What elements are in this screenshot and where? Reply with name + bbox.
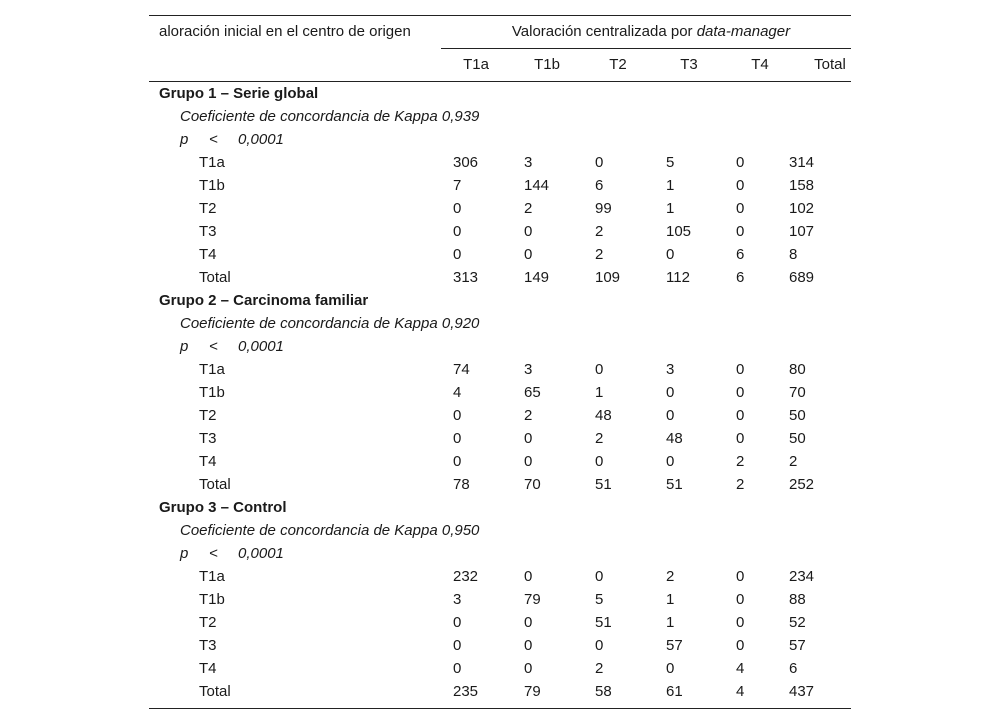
row-label: T1b: [199, 591, 225, 608]
table-cell: 0: [524, 223, 533, 240]
table-cell: 80: [789, 361, 806, 378]
table-cell: 51: [595, 476, 612, 493]
row-label: Total: [199, 269, 231, 286]
table-cell: 0: [524, 430, 533, 447]
table-cell: 7: [453, 177, 462, 194]
table-cell: 689: [789, 269, 815, 286]
table-cell: 52: [789, 614, 806, 631]
column-header-t1a: T1a: [463, 56, 489, 73]
table-cell: 74: [453, 361, 470, 378]
table-cell: 112: [666, 269, 690, 286]
group-title: Grupo 3 – Control: [159, 499, 287, 516]
header-left-label: aloración inicial en el centro de origen: [159, 23, 411, 40]
table-cell: 1: [666, 200, 675, 217]
table-cell: 232: [453, 568, 479, 585]
table-cell: 109: [595, 269, 621, 286]
row-label: T4: [199, 660, 217, 677]
row-label: T4: [199, 246, 217, 263]
p-value: [180, 335, 284, 358]
table-cell: 6: [595, 177, 604, 194]
table-cell: 149: [524, 269, 550, 286]
table-cell: 2: [789, 453, 798, 470]
table-cell: 50: [789, 407, 806, 424]
row-label: T3: [199, 430, 217, 447]
table-cell: 0: [453, 223, 462, 240]
table-cell: 0: [736, 384, 745, 401]
table-cell: 1: [666, 177, 675, 194]
p-number: 0,0001: [238, 338, 284, 355]
table-cell: 0: [736, 223, 745, 240]
table-cell: 1: [666, 591, 675, 608]
row-label: T1a: [199, 568, 225, 585]
table-cell: 235: [453, 683, 479, 700]
p-number: 0,0001: [238, 545, 284, 562]
table-cell: 2: [595, 430, 604, 447]
column-header-t2: T2: [609, 56, 627, 73]
kappa-coefficient: Coeficiente de concordancia de Kappa 0,939: [180, 108, 480, 125]
table-cell: 48: [595, 407, 612, 424]
table-cell: 0: [453, 614, 462, 631]
table-cell: 70: [789, 384, 806, 401]
row-label: T1a: [199, 154, 225, 171]
table-cell: 4: [736, 660, 745, 677]
table-cell: 0: [736, 361, 745, 378]
table-cell: 0: [595, 453, 604, 470]
table-cell: 51: [595, 614, 612, 631]
p-value: [180, 128, 284, 151]
table-cell: 79: [524, 683, 541, 700]
table-cell: 0: [595, 568, 604, 585]
table-cell: 0: [524, 660, 533, 677]
table-cell: 51: [666, 476, 683, 493]
table-cell: 6: [789, 660, 798, 677]
table-cell: 65: [524, 384, 541, 401]
column-header-t3: T3: [680, 56, 698, 73]
table-cell: 158: [789, 177, 815, 194]
table-cell: 2: [595, 246, 604, 263]
table-cell: 0: [666, 407, 675, 424]
table-cell: 0: [524, 568, 533, 585]
table-cell: 0: [736, 200, 745, 217]
table-cell: 234: [789, 568, 815, 585]
row-label: Total: [199, 683, 231, 700]
row-label: T2: [199, 407, 217, 424]
header-span-prefix: Valoración centralizada por: [511, 23, 697, 40]
table-cell: 78: [453, 476, 470, 493]
p-label: p: [180, 338, 189, 355]
table-cell: 88: [789, 591, 806, 608]
column-header-t1b: T1b: [534, 56, 560, 73]
row-label: T1b: [199, 177, 225, 194]
table-cell: 0: [453, 637, 462, 654]
table-cell: 61: [666, 683, 683, 700]
table-cell: 144: [524, 177, 550, 194]
table-cell: 0: [453, 453, 462, 470]
table-cell: 0: [595, 637, 604, 654]
table-cell: 1: [666, 614, 675, 631]
table-cell: 0: [453, 200, 462, 217]
table-cell: 58: [595, 683, 612, 700]
row-label: T1a: [199, 361, 225, 378]
table-cell: 57: [789, 637, 806, 654]
table-cell: 2: [595, 223, 604, 240]
table-cell: 0: [736, 614, 745, 631]
table-cell: 0: [666, 453, 675, 470]
p-label: p: [180, 545, 189, 562]
table-cell: 2: [595, 660, 604, 677]
table-cell: 0: [595, 361, 604, 378]
row-label: T2: [199, 200, 217, 217]
table-cell: 107: [789, 223, 815, 240]
table-cell: 6: [736, 246, 745, 263]
row-label: T3: [199, 223, 217, 240]
table-cell: 0: [736, 430, 745, 447]
table-cell: 79: [524, 591, 541, 608]
table-cell: 0: [524, 614, 533, 631]
table-cell: 0: [736, 568, 745, 585]
table-cell: 0: [736, 407, 745, 424]
table-cell: 0: [736, 154, 745, 171]
table-cell: 437: [789, 683, 815, 700]
p-label: p: [180, 131, 189, 148]
p-value: [180, 542, 284, 565]
table-cell: 0: [736, 637, 745, 654]
table-cell: 2: [666, 568, 675, 585]
table-cell: 0: [736, 591, 745, 608]
table-cell: 57: [666, 637, 683, 654]
table-cell: 0: [666, 660, 675, 677]
table-cell: 0: [524, 246, 533, 263]
table-cell: 0: [453, 246, 462, 263]
table-cell: 0: [524, 637, 533, 654]
table-cell: 0: [666, 246, 675, 263]
table-cell: 3: [524, 361, 533, 378]
table-cell: 105: [666, 223, 692, 240]
p-operator: <: [209, 131, 218, 148]
column-header-total: Total: [814, 56, 846, 73]
table-cell: 314: [789, 154, 815, 171]
table-cell: 5: [666, 154, 675, 171]
column-header-t4: T4: [751, 56, 769, 73]
table-cell: 6: [736, 269, 745, 286]
bottom-rule: [149, 708, 851, 709]
table-cell: 8: [789, 246, 798, 263]
row-label: T2: [199, 614, 217, 631]
table-cell: 3: [453, 591, 462, 608]
table-cell: 0: [524, 453, 533, 470]
table-cell: 0: [453, 407, 462, 424]
row-label: T3: [199, 637, 217, 654]
top-rule: [149, 15, 851, 16]
table-cell: 48: [666, 430, 683, 447]
table-cell: 4: [453, 384, 462, 401]
table-cell: 70: [524, 476, 541, 493]
p-operator: <: [209, 338, 218, 355]
table-cell: 3: [666, 361, 675, 378]
table-cell: 99: [595, 200, 612, 217]
table-cell: 0: [453, 660, 462, 677]
row-label: T4: [199, 453, 217, 470]
table-cell: 0: [736, 177, 745, 194]
kappa-coefficient: Coeficiente de concordancia de Kappa 0,950: [180, 522, 480, 539]
table-cell: 102: [789, 200, 815, 217]
row-label: Total: [199, 476, 231, 493]
table-cell: 306: [453, 154, 479, 171]
table-cell: 2: [736, 453, 745, 470]
row-label: T1b: [199, 384, 225, 401]
table-cell: 1: [595, 384, 604, 401]
table-cell: 0: [666, 384, 675, 401]
table-cell: 313: [453, 269, 479, 286]
table-cell: 50: [789, 430, 806, 447]
table-cell: 4: [736, 683, 745, 700]
span-rule: [441, 48, 851, 49]
table-cell: 0: [453, 430, 462, 447]
table-cell: 252: [789, 476, 815, 493]
header-span-italic: data-manager: [696, 23, 791, 40]
table-cell: 5: [595, 591, 604, 608]
table-cell: 3: [524, 154, 533, 171]
table-cell: 2: [524, 200, 533, 217]
p-operator: <: [209, 545, 218, 562]
group-title: Grupo 1 – Serie global: [159, 85, 319, 102]
p-number: 0,0001: [238, 131, 284, 148]
kappa-coefficient: Coeficiente de concordancia de Kappa 0,920: [180, 315, 480, 332]
table-cell: 2: [524, 407, 533, 424]
table-cell: 0: [595, 154, 604, 171]
group-title: Grupo 2 – Carcinoma familiar: [159, 292, 369, 309]
table-cell: 2: [736, 476, 745, 493]
header-span-label: [451, 20, 851, 43]
